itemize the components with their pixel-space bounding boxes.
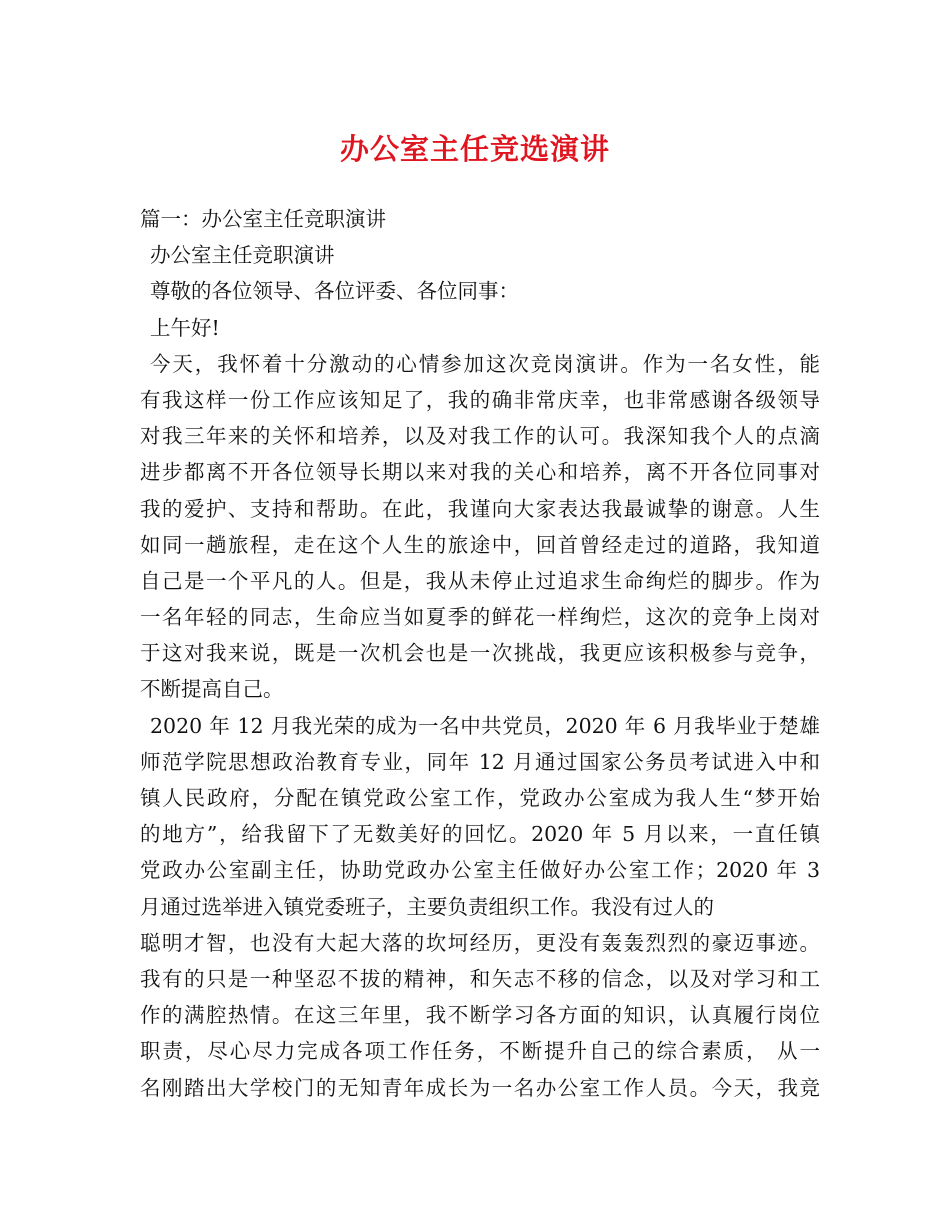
body-line: 2020 年 12 月我光荣的成为一名中共党员，2020 年 6 月我毕业于楚雄 [150, 713, 820, 738]
body-line: 的地方”，给我留下了无数美好的回忆。2020 年 5 月以来，一直任镇 [140, 822, 820, 847]
body-line: 有我这样一份工作应该知足了，我的确非常庆幸，也非常感谢各级领导 [140, 387, 820, 412]
body-line: 上午好! [150, 315, 220, 340]
body-line: 我的爱护、支持和帮助。在此，我谨向大家表达我最诚挚的谢意。人生 [140, 496, 820, 521]
body-line: 聪明才智，也没有大起大落的坎坷经历，更没有轰轰烈烈的豪迈事迹。 [140, 930, 820, 955]
body-line: 一名年轻的同志，生命应当如夏季的鲜花一样绚烂，这次的竞争上岗对 [140, 605, 820, 630]
body-line: 尊敬的各位领导、各位评委、各位同事： [150, 279, 519, 304]
body-line: 名刚踏出大学校门的无知青年成长为一名办公室工作人员。今天，我竞 [140, 1075, 820, 1100]
body-line: 进步都离不开各位领导长期以来对我的关心和培养，离不开各位同事对 [140, 460, 820, 485]
body-line: 自己是一个平凡的人。但是，我从未停止过追求生命绚烂的脚步。作为 [140, 568, 820, 593]
body-line: 今天，我怀着十分激动的心情参加这次竞岗演讲。作为一名女性，能 [150, 351, 820, 376]
body-line: 师范学院思想政治教育专业，同年 12 月通过国家公务员考试进入中和 [140, 749, 820, 774]
document-title: 办公室主任竞选演讲 [339, 132, 610, 166]
body-line: 职责，尽心尽力完成各项工作任务，不断提升自己的综合素质， 从一 [140, 1039, 820, 1064]
body-line: 党政办公室副主任，协助党政办公室主任做好办公室工作；2020 年 3 [140, 858, 820, 883]
body-line: 不断提高自己。 [140, 677, 284, 702]
document-body [140, 201, 820, 1106]
body-line: 我有的只是一种坚忍不拔的精神，和矢志不移的信念，以及对学习和工 [140, 966, 820, 991]
body-line: 对我三年来的关怀和培养，以及对我工作的认可。我深知我个人的点滴 [140, 424, 820, 449]
body-line: 篇一：办公室主任竞职演讲 [140, 207, 386, 231]
body-line: 作的满腔热情。在这三年里，我不断学习各方面的知识，认真履行岗位 [140, 1003, 820, 1028]
body-line: 如同一趟旅程，走在这个人生的旅途中，回首曾经走过的道路，我知道 [140, 532, 820, 557]
body-line: 镇人民政府，分配在镇党政公室工作，党政办公室成为我人生“梦开始 [140, 786, 820, 810]
body-line: 于这对我来说，既是一次机会也是一次挑战，我更应该积极参与竞争， [140, 641, 820, 666]
body-line: 月通过选举进入镇党委班子，主要负责组织工作。我没有过人的 [140, 894, 714, 919]
body-line: 办公室主任竞职演讲 [150, 243, 335, 268]
